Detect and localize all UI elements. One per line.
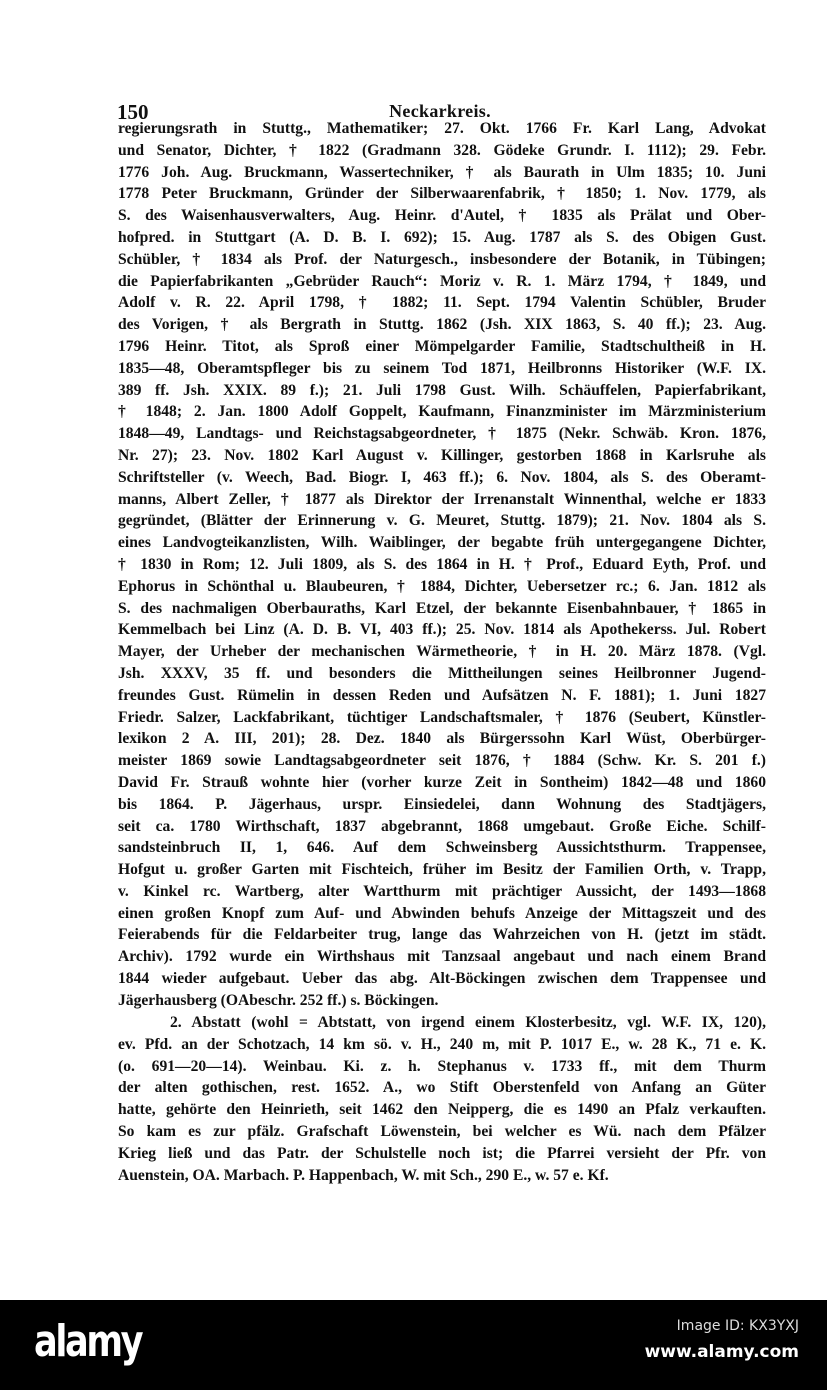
- text-line: v. Kinkel rc. Wartberg, alter Wartthurm mit prächtiger Aussicht, der 1493—1868: [118, 882, 766, 900]
- watermark-bar: [0, 1300, 827, 1390]
- text-line: Kemmelbach bei Linz (A. D. B. VI, 403 ff.); 25. Nov. 1814 als Apothekerss. Jul. Robert: [118, 621, 766, 639]
- text-line: ev. Pfd. an der Schotzach, 14 km sö. v. H., 240 m, mit P. 1017 E., w. 28 K., 71 e. K.: [118, 1035, 766, 1053]
- text-line: (o. 691—20—14). Weinbau. Ki. z. h. Stephanus v. 1733 ff., mit dem Thurm: [118, 1057, 766, 1075]
- text-line: 1844 wieder aufgebaut. Ueber das abg. Alt-Böckingen zwischen dem Trappensee und: [118, 970, 766, 988]
- text-line: freundes Gust. Rümelin in dessen Reden und Aufsätzen N. F. 1881); 1. Juni 1827: [118, 686, 766, 704]
- text-line: einen großen Knopf zum Auf- und Abwinden behufs Anzeige der Mittagszeit und des: [118, 904, 766, 922]
- text-line: manns, Albert Zeller, † 1877 als Direktor der Irrenanstalt Winnenthal, welche er 1833: [118, 490, 766, 508]
- text-line: Krieg ließ und das Patr. der Schulstelle noch ist; die Pfarrei versieht der Pfr. von: [118, 1144, 766, 1162]
- page-number: 150: [117, 100, 149, 124]
- text-line: regierungsrath in Stuttg., Mathematiker; 27. Okt. 1766 Fr. Karl Lang, Advokat: [118, 120, 766, 137]
- text-line: bis 1864. P. Jägerhaus, urspr. Einsiedelei, dann Wohnung des Stadtjägers,: [118, 795, 766, 813]
- text-line: gegründet, (Blätter der Erinnerung v. G. Meuret, Stuttg. 1879); 21. Nov. 1804 als S.: [118, 512, 766, 530]
- text-line: Jsh. XXXV, 35 ff. und besonders die Mittheilungen seines Heilbronner Jugend-: [118, 664, 766, 682]
- text-line: die Papierfabrikanten „Gebrüder Rauch“: Moriz v. R. 1. März 1794, † 1849, und: [118, 272, 766, 290]
- text-line: Ephorus in Schönthal u. Blaubeuren, † 1884, Dichter, Uebersetzer rc.; 6. Jan. 1812 als: [118, 577, 766, 595]
- text-line: Adolf v. R. 22. April 1798, † 1882; 11. Sept. 1794 Valentin Schübler, Bruder: [118, 294, 766, 312]
- text-line: So kam es zur pfälz. Grafschaft Löwenstein, bei welcher es Wü. nach dem Pfälzer: [118, 1123, 766, 1141]
- text-line: hatte, gehörte den Heinrieth, seit 1462 den Neipperg, die es 1490 an Pfalz verkauften.: [118, 1101, 766, 1119]
- text-line: Feierabends für die Feldarbeiter trug, lange das Wahrzeichen von H. (jetzt im städt.: [118, 926, 766, 944]
- text-line: seit ca. 1780 Wirthschaft, 1837 abgebrannt, 1868 umgebaut. Große Eiche. Schilf-: [118, 817, 766, 835]
- text-line: † 1830 in Rom; 12. Juli 1809, als S. des 1864 in H. † Prof., Eduard Eyth, Prof. und: [118, 555, 766, 573]
- text-line: Hofgut u. großer Garten mit Fischteich, früher im Besitz der Familien Orth, v. Trapp,: [118, 861, 766, 879]
- text-line: 1835—48, Oberamtspfleger bis zu seinem Tod 1871, Heilbronns Historiker (W.F. IX.: [118, 359, 766, 377]
- text-line: 1778 Peter Bruckmann, Gründer der Silberwaarenfabrik, † 1850; 1. Nov. 1779, als: [118, 185, 766, 203]
- text-line: Schübler, † 1834 als Prof. der Naturgesch., insbesondere der Botanik, in Tübingen;: [118, 250, 766, 268]
- paragraph-1: [118, 118, 766, 1012]
- paragraph-2: [118, 1012, 766, 1186]
- text-line: Auenstein, OA. Marbach. P. Happenbach, W. mit Sch., 290 E., w. 57 e. Kf.: [118, 1166, 609, 1184]
- text-line: Friedr. Salzer, Lackfabrikant, tüchtiger Landschaftsmaler, † 1876 (Seubert, Künstler-: [118, 708, 766, 726]
- text-line: der alten gothischen, rest. 1652. A., wo Stift Oberstenfeld von Anfang an Güter: [118, 1079, 766, 1097]
- page-body: [118, 118, 766, 1186]
- alamy-logo: alamy: [34, 1316, 142, 1367]
- text-line: lexikon 2 A. III, 201); 28. Dez. 1840 als Bürgerssohn Karl Wüst, Oberbürger-: [118, 730, 766, 748]
- text-line: David Fr. Strauß wohnte hier (vorher kurze Zeit in Sontheim) 1842—48 und 1860: [118, 773, 766, 791]
- text-line: Archiv). 1792 wurde ein Wirthshaus mit Tanzsaal angebaut und nach einem Brand: [118, 948, 766, 966]
- text-line: S. des Waisenhausverwalters, Aug. Heinr. d'Autel, † 1835 als Prälat und Ober-: [118, 207, 766, 225]
- text-line: 1776 Joh. Aug. Bruckmann, Wassertechniker, † als Baurath in Ulm 1835; 10. Juni: [118, 163, 766, 181]
- text-line: sandsteinbruch II, 1, 646. Auf dem Schweinsberg Aussichtsthurm. Trappensee,: [118, 839, 766, 857]
- text-line: † 1848; 2. Jan. 1800 Adolf Goppelt, Kaufmann, Finanzminister im Märzministerium: [118, 403, 766, 421]
- text-line: meister 1869 sowie Landtagsabgeordneter seit 1876, † 1884 (Schw. Kr. S. 201 f.): [118, 752, 766, 770]
- text-line: 2. Abstatt (wohl = Abtstatt, von irgend einem Klosterbesitz, vgl. W.F. IX, 120),: [170, 1014, 766, 1032]
- text-line: Jägerhausberg (OAbeschr. 252 ff.) s. Böckingen.: [118, 991, 439, 1009]
- text-line: Schriftsteller (v. Weech, Bad. Biogr. I, 463 ff.); 6. Nov. 1804, als S. des Oberamt-: [118, 468, 766, 486]
- text-line: 1848—49, Landtags- und Reichstagsabgeordneter, † 1875 (Nekr. Schwäb. Kron. 1876,: [118, 425, 766, 443]
- running-head: Neckarkreis.: [389, 101, 491, 121]
- text-line: und Senator, Dichter, † 1822 (Gradmann 328. Gödeke Grundr. I. 1112); 29. Febr.: [118, 141, 766, 159]
- site-url: www.alamy.com: [644, 1342, 799, 1362]
- text-line: 389 ff. Jsh. XXIX. 89 f.); 21. Juli 1798 Gust. Wilh. Schäuffelen, Papierfabrikant,: [118, 381, 766, 399]
- image-id: Image ID: KX3YXJ: [676, 1318, 799, 1334]
- text-line: des Vorigen, † als Bergrath in Stuttg. 1862 (Jsh. XIX 1863, S. 40 ff.); 23. Aug.: [118, 316, 766, 334]
- text-line: 1796 Heinr. Titot, als Sproß einer Mömpelgarder Familie, Stadtschultheiß in H.: [118, 337, 766, 355]
- text-line: Mayer, der Urheber der mechanischen Wärmetheorie, † in H. 20. März 1878. (Vgl.: [118, 643, 766, 661]
- text-line: Nr. 27); 23. Nov. 1802 Karl August v. Killinger, gestorben 1868 in Karlsruhe als: [118, 446, 766, 464]
- text-line: eines Landvogteikanzlisten, Wilh. Waiblinger, der begabte früh untergegangene Dichter,: [118, 534, 766, 552]
- text-line: S. des nachmaligen Oberbauraths, Karl Etzel, der bekannte Eisenbahnbauer, † 1865 in: [118, 599, 766, 617]
- text-line: hofpred. in Stuttgart (A. D. B. I. 692); 15. Aug. 1787 als S. des Obigen Gust.: [118, 228, 766, 246]
